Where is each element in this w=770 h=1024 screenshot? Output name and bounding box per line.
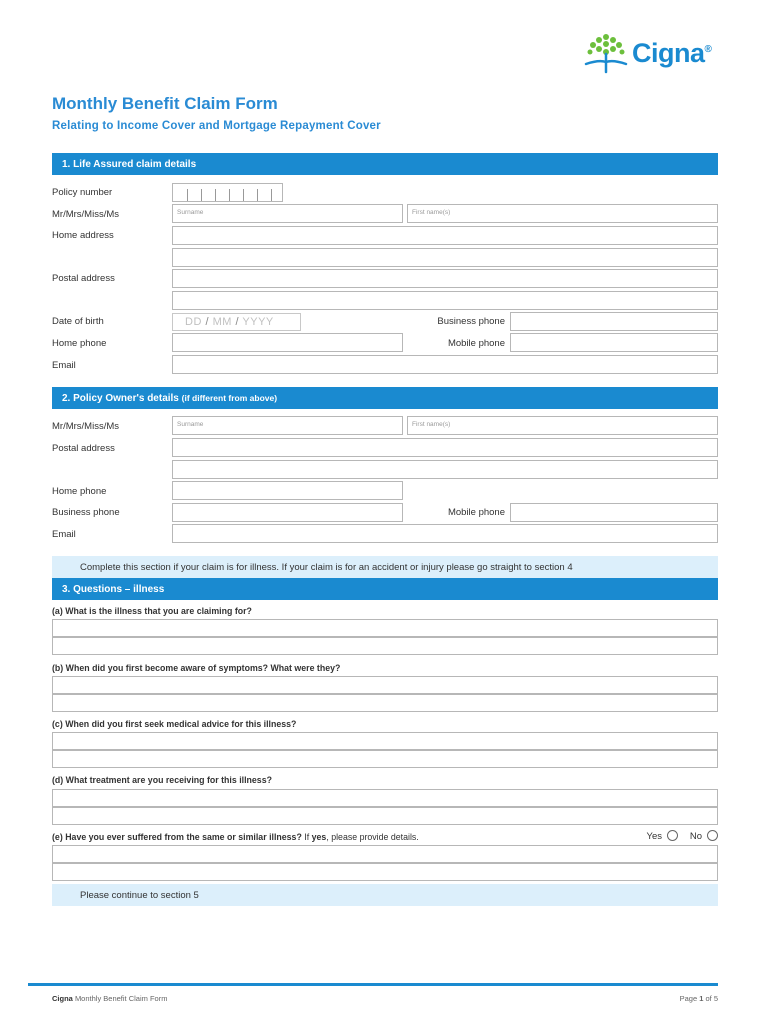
s2-firstname-input[interactable] xyxy=(407,416,718,435)
s1-name-label: Mr/Mrs/Miss/Ms xyxy=(52,209,120,220)
s2-surname-input[interactable] xyxy=(172,416,403,435)
question-b: (b) When did you first become aware of symptoms? What were they? xyxy=(52,663,341,673)
footer-divider xyxy=(28,983,718,986)
question-c: (c) When did you first seek medical advice for this illness? xyxy=(52,719,297,729)
s1-email-label: Email xyxy=(52,360,76,371)
s1-business-phone-input[interactable] xyxy=(510,312,718,331)
s1-home-address-input-1[interactable] xyxy=(172,226,718,245)
answer-e-line-2[interactable] xyxy=(52,863,718,881)
s1-postal-address-label: Postal address xyxy=(52,273,115,284)
s2-mobile-phone-input[interactable] xyxy=(510,503,718,522)
no-label: No xyxy=(689,831,702,842)
section-1-header: 1. Life Assured claim details xyxy=(52,153,718,175)
s1-dob-label: Date of birth xyxy=(52,316,104,327)
s1-email-input[interactable] xyxy=(172,355,718,374)
s1-surname-input[interactable] xyxy=(172,204,403,223)
page-title: Monthly Benefit Claim Form xyxy=(52,94,278,113)
s2-name-label: Mr/Mrs/Miss/Ms xyxy=(52,421,120,432)
answer-c-line-2[interactable] xyxy=(52,750,718,768)
yes-label: Yes xyxy=(646,831,662,842)
s2-firstname-placeholder: First name(s) xyxy=(412,421,451,428)
cigna-tree-logo-icon xyxy=(582,32,630,76)
footer-page-number: Page 1 of 5 xyxy=(679,994,718,1003)
s1-home-address-input-2[interactable] xyxy=(172,248,718,267)
section-2-header: 2. Policy Owner's details (if different from above) xyxy=(52,387,718,409)
s1-firstname-placeholder: First name(s) xyxy=(412,209,451,216)
s1-surname-placeholder: Surname xyxy=(177,209,204,216)
continue-instruction: Please continue to section 5 xyxy=(52,884,718,906)
s2-postal-address-input-1[interactable] xyxy=(172,438,718,457)
answer-a-line-1[interactable] xyxy=(52,619,718,637)
s2-email-label: Email xyxy=(52,529,76,540)
answer-d-line-2[interactable] xyxy=(52,807,718,825)
question-d: (d) What treatment are you receiving for this illness? xyxy=(52,775,272,785)
s2-surname-placeholder: Surname xyxy=(177,421,204,428)
no-radio[interactable] xyxy=(707,830,718,841)
s1-dob-input[interactable]: DD / MM / YYYY xyxy=(172,313,301,331)
s2-business-phone-label: Business phone xyxy=(52,507,120,518)
footer-document-name: Cigna Monthly Benefit Claim Form xyxy=(52,994,168,1003)
page-subtitle: Relating to Income Cover and Mortgage Repayment Cover xyxy=(52,120,381,132)
section-3-header: 3. Questions – illness xyxy=(52,578,718,600)
s2-home-phone-label: Home phone xyxy=(52,486,107,497)
s2-business-phone-input[interactable] xyxy=(172,503,403,522)
s1-postal-address-input-1[interactable] xyxy=(172,269,718,288)
s1-home-phone-label: Home phone xyxy=(52,338,107,349)
s1-business-phone-label: Business phone xyxy=(437,316,505,327)
policy-number-label: Policy number xyxy=(52,187,113,198)
answer-a-line-2[interactable] xyxy=(52,637,718,655)
s2-postal-address-input-2[interactable] xyxy=(172,460,718,479)
cigna-logo: Cigna® xyxy=(632,38,712,68)
question-a: (a) What is the illness that you are claiming for? xyxy=(52,606,252,616)
answer-b-line-2[interactable] xyxy=(52,694,718,712)
s1-firstname-input[interactable] xyxy=(407,204,718,223)
answer-d-line-1[interactable] xyxy=(52,789,718,807)
policy-number-input[interactable] xyxy=(172,183,283,202)
answer-c-line-1[interactable] xyxy=(52,732,718,750)
s2-mobile-phone-label: Mobile phone xyxy=(447,507,505,518)
s2-email-input[interactable] xyxy=(172,524,718,543)
section-3-instruction: Complete this section if your claim is for illness. If your claim is for an accident or injury please go straight to section 4 xyxy=(52,556,718,578)
answer-e-line-1[interactable] xyxy=(52,845,718,863)
s1-postal-address-input-2[interactable] xyxy=(172,291,718,310)
s2-home-phone-input[interactable] xyxy=(172,481,403,500)
s1-mobile-phone-input[interactable] xyxy=(510,333,718,352)
answer-b-line-1[interactable] xyxy=(52,676,718,694)
s1-home-phone-input[interactable] xyxy=(172,333,403,352)
s1-mobile-phone-label: Mobile phone xyxy=(447,338,505,349)
s1-home-address-label: Home address xyxy=(52,230,114,241)
s2-postal-address-label: Postal address xyxy=(52,443,115,454)
question-e: (e) Have you ever suffered from the same or similar illness? If yes, please provide details. xyxy=(52,832,419,842)
